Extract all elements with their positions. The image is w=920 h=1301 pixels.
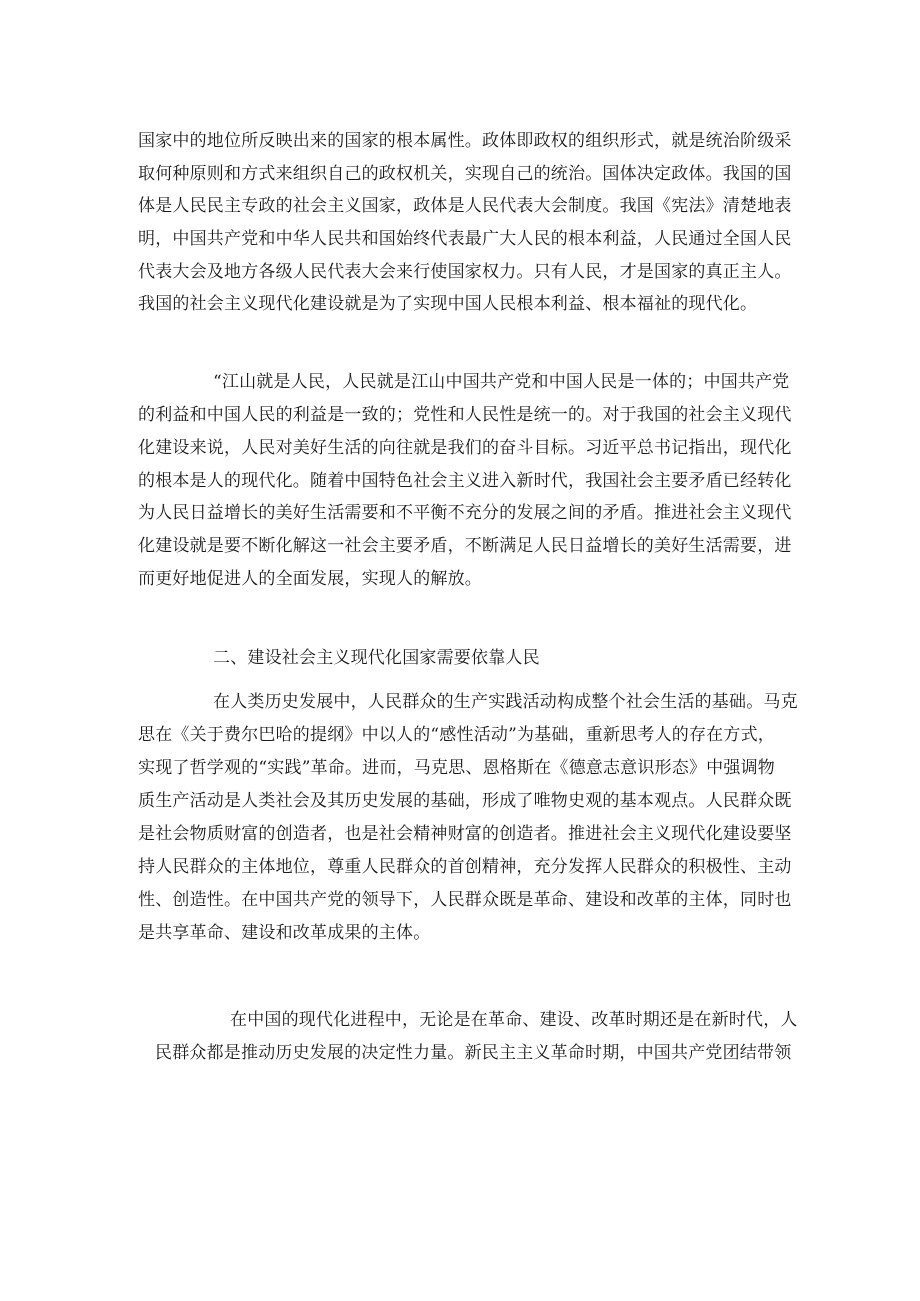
text-line: 的根本是人的现代化。随着中国特色社会主义进入新时代，我国社会主要矛盾已经转化: [138, 471, 792, 491]
text-line: 在人类历史发展中，人民群众的生产实践活动构成整个社会生活的基础。马克: [213, 692, 798, 712]
text-line: 体是人民民主专政的社会主义国家，政体是人民代表大会制度。我国《宪法》清楚地表: [138, 196, 792, 216]
text-line: 国家中的地位所反映出来的国家的根本属性。政体即政权的组织形式，就是统治阶级采: [138, 131, 792, 151]
text-line: 是社会物质财富的创造者，也是社会精神财富的创造者。推进社会主义现代化建设要坚: [138, 824, 792, 844]
text-line: 化建设就是要不断化解这一社会主要矛盾，不断满足人民日益增长的美好生活需要，进: [138, 536, 792, 556]
text-line: 思在《关于费尔巴哈的提纲》中以人的“感性活动”为基础，重新思考人的存在方式，: [138, 725, 775, 745]
text-line: 持人民群众的主体地位，尊重人民群众的首创精神，充分发挥人民群众的积极性、主动: [138, 857, 792, 877]
text-line: 质生产活动是人类社会及其历史发展的基础，形成了唯物史观的基本观点。人民群众既: [138, 791, 792, 811]
text-line: 性、创造性。在中国共产党的领导下，人民群众既是革命、建设和改革的主体，同时也: [138, 890, 792, 910]
text-line: 化建设来说，人民对美好生活的向往就是我们的奋斗目标。习近平总书记指出，现代化: [138, 438, 792, 458]
text-line: 的利益和中国人民的利益是一致的；党性和人民性是统一的。对于我国的社会主义现代: [138, 405, 792, 425]
text-line: “江山就是人民，人民就是江山中国共产党和中国人民是一体的；中国共产党: [213, 372, 790, 392]
text-line: 代表大会及地方各级人民代表大会来行使国家权力。只有人民，才是国家的真正主人。: [138, 262, 792, 282]
text-line: 为人民日益增长的美好生活需要和不平衡不充分的发展之间的矛盾。推进社会主义现代: [138, 503, 792, 523]
text-line: 实现了哲学观的“实践”革命。进而，马克思、恩格斯在《德意志意识形态》中强调物: [138, 758, 775, 778]
text-line: 我国的社会主义现代化建设就是为了实现中国人民根本利益、根本福祉的现代化。: [138, 294, 758, 314]
text-line: 取何种原则和方式来组织自己的政权机关，实现自己的统治。国体决定政体。我国的国: [138, 164, 792, 184]
text-line: 明，中国共产党和中华人民共和国始终代表最广大人民的根本利益，人民通过全国人民: [138, 229, 792, 249]
text-line: 而更好地促进人的全面发展，实现人的解放。: [138, 569, 482, 589]
text-line: 在中国的现代化进程中，无论是在革命、建设、改革时期还是在新时代，人: [230, 1010, 798, 1030]
text-line: 是共享革命、建设和改革成果的主体。: [138, 923, 431, 943]
text-line: 民群众都是推动历史发展的决定性力量。新民主主义革命时期，中国共产党团结带领: [155, 1043, 792, 1063]
section-heading: 二、建设社会主义现代化国家需要依靠人民: [213, 648, 540, 668]
